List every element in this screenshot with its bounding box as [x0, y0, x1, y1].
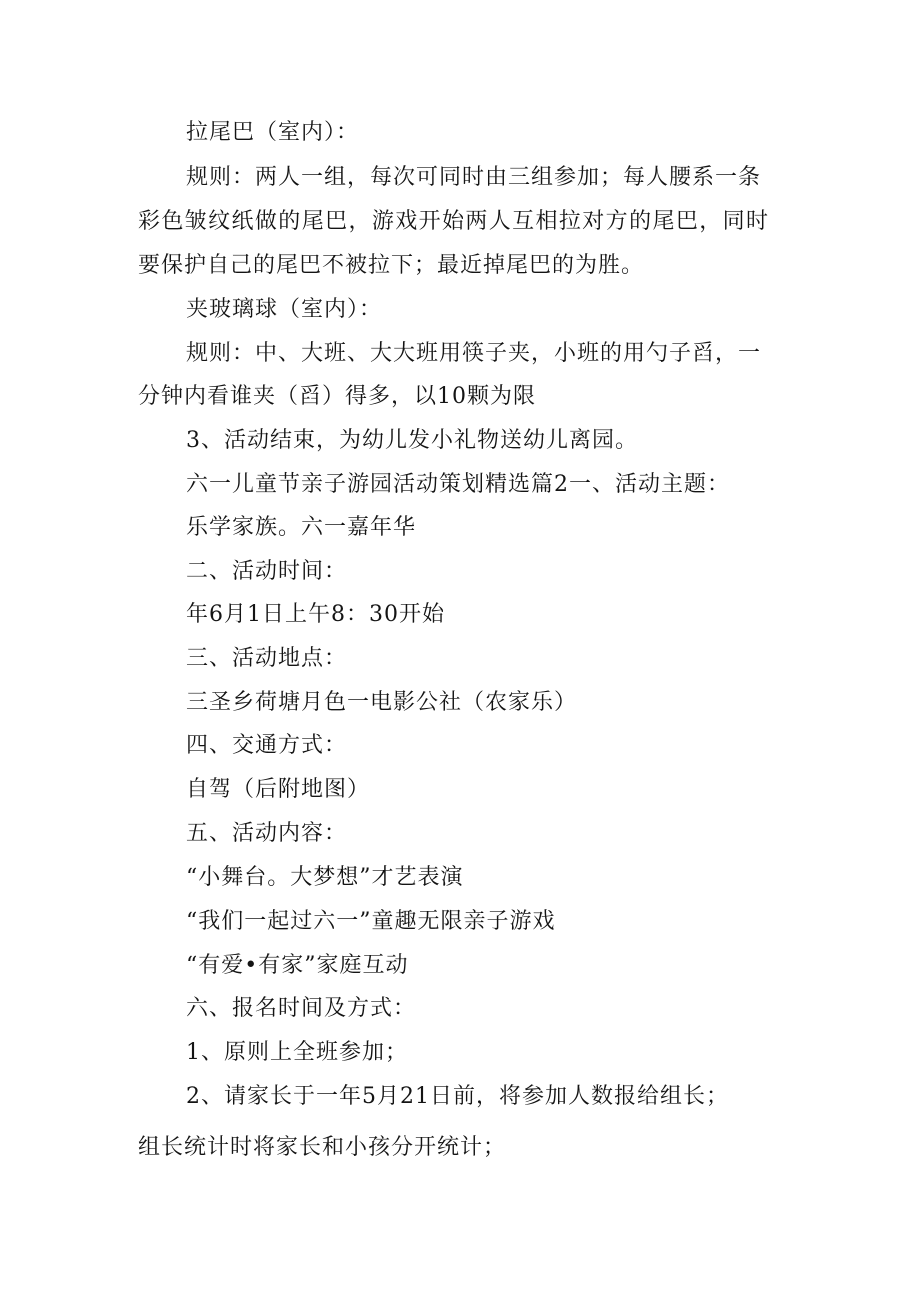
paragraph-line: 乐学家族。六一嘉年华	[186, 515, 417, 540]
list-item: 1、原则上全班参加；	[186, 1040, 408, 1065]
list-item: “有爱•有家”家庭互动	[186, 953, 409, 978]
list-item: 2、请家长于一年5月21日前，将参加人数报给组长；	[186, 1084, 729, 1109]
section-heading: 三、活动地点：	[186, 646, 348, 671]
section-heading: 六一儿童节亲子游园活动策划精选篇2一、活动主题：	[186, 472, 730, 497]
section-heading: 六、报名时间及方式：	[186, 996, 417, 1021]
rule-line: 分钟内看谁夹（舀）得多，以10颗为限	[138, 384, 536, 409]
section-heading: 二、活动时间：	[186, 559, 348, 584]
paragraph-line: 三圣乡荷塘月色一电影公社（农家乐）	[186, 690, 578, 715]
rule-line: 彩色皱纹纸做的尾巴，游戏开始两人互相拉对方的尾巴，同时	[138, 209, 768, 234]
paragraph-line: 自驾（后附地图）	[186, 777, 371, 802]
paragraph-line: 组长统计时将家长和小孩分开统计；	[138, 1135, 507, 1160]
paragraph-line: 3、活动结束，为幼儿发小礼物送幼儿离园。	[186, 428, 638, 453]
list-item: “小舞台。大梦想”才艺表演	[186, 865, 464, 890]
rule-line: 规则：两人一组，每次可同时由三组参加；每人腰系一条	[186, 165, 762, 190]
section-heading: 四、交通方式：	[186, 733, 348, 758]
section-heading: 五、活动内容：	[186, 821, 348, 846]
game-title-marbles: 夹玻璃球（室内）：	[186, 297, 383, 322]
game-title-tail-pulling: 拉尾巴（室内）：	[186, 120, 360, 145]
paragraph-line: 年6月1日上午8：30开始	[186, 602, 445, 627]
rule-line: 规则：中、大班、大大班用筷子夹，小班的用勺子舀，一	[186, 341, 762, 366]
list-item: “我们一起过六一”童趣无限亲子游戏	[186, 909, 556, 934]
rule-line: 要保护自己的尾巴不被拉下；最近掉尾巴的为胜。	[138, 253, 645, 278]
